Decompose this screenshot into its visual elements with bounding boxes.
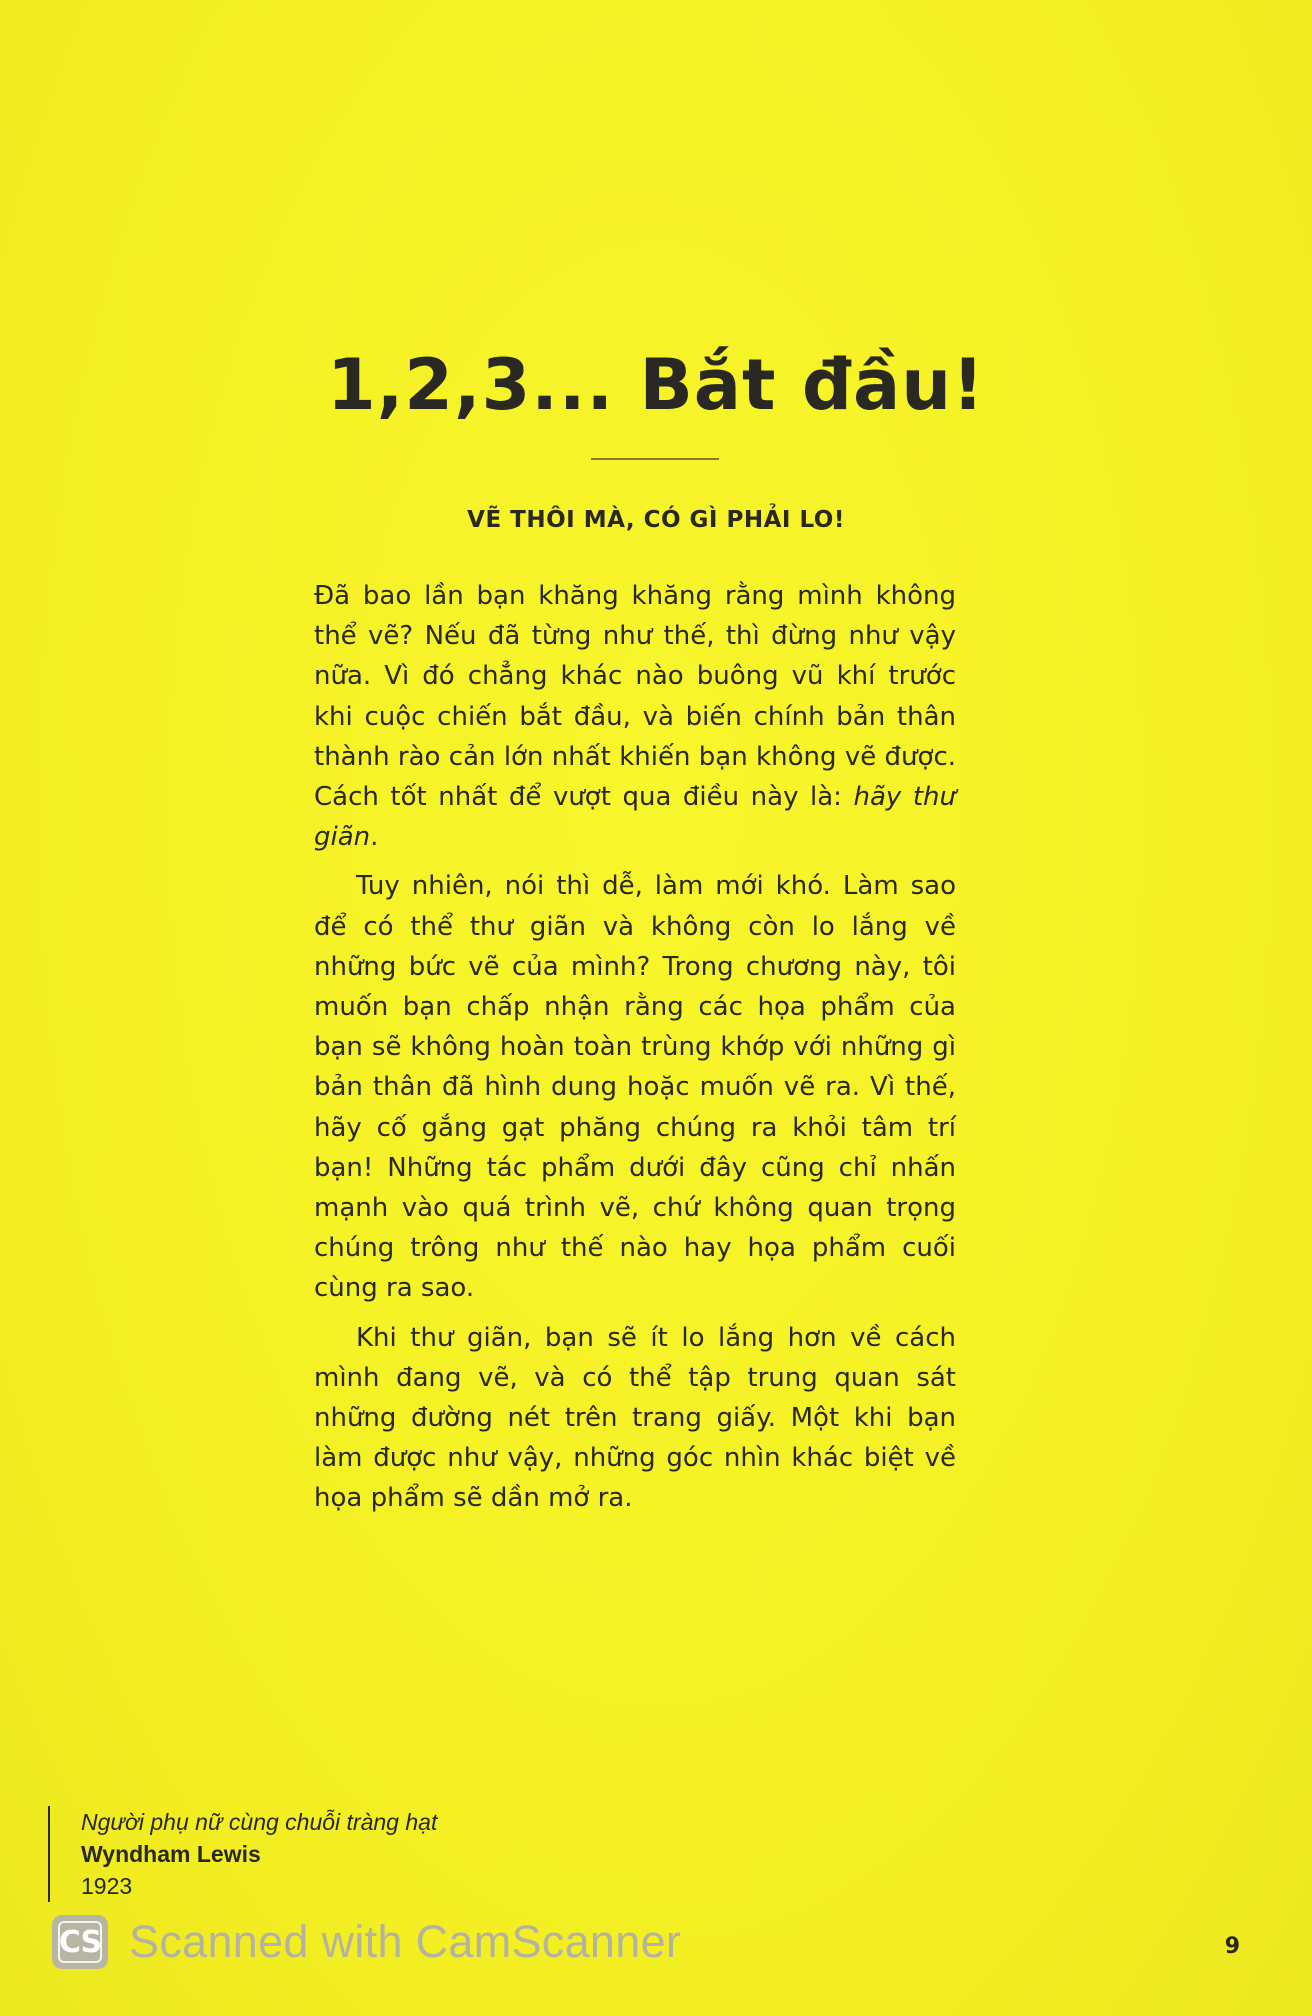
- paragraph-1-text: Đã bao lần bạn khăng khăng rằng mình không thể vẽ? Nếu đã từng như thế, thì đừng như vậy nữa. Vì đó chẳng khác nào buông vũ khí trước khi cuộc chiến bắt đầu, và biến chính bản thân thành rào cản lớn nhất khiến bạn không vẽ được. Cách tốt nhất để vượt qua điều này là:: [314, 581, 956, 813]
- watermark-text: Scanned with CamScanner: [129, 1916, 682, 1967]
- chapter-subtitle: VẼ THÔI MÀ, CÓ GÌ PHẢI LO!: [467, 507, 845, 533]
- paragraph-1-emphasis: hãy thư giãn: [314, 782, 956, 853]
- artwork-caption: [48, 1806, 437, 1902]
- paragraph-3: Khi thư giãn, bạn sẽ ít lo lắng hơn về cách mình đang vẽ, và có thể tập trung quan sát những đường nét trên trang giấy. Một khi bạn làm được như vậy, những góc nhìn khác biệt về họa phẩm sẽ dần mở ra.: [314, 1322, 956, 1514]
- page-number: 9: [1224, 1934, 1240, 1959]
- camscanner-logo-icon: CS: [52, 1915, 108, 1969]
- camscanner-watermark: [52, 1912, 681, 1972]
- paragraph-1-end: .: [370, 822, 379, 853]
- body-text: [314, 576, 956, 1528]
- artwork-title: Người phụ nữ cùng chuỗi tràng hạt: [81, 1809, 438, 1835]
- artwork-year: 1923: [81, 1873, 133, 1899]
- chapter-title: 1,2,3... Bắt đầu!: [327, 344, 985, 426]
- paragraph-2: Tuy nhiên, nói thì dễ, làm mới khó. Làm sao để có thể thư giãn và không còn lo lắng về những bức vẽ của mình? Trong chương này, tôi muốn bạn chấp nhận rằng các họa phẩm của bạn sẽ không hoàn toàn trùng khớp với những gì bản thân đã hình dung hoặc muốn vẽ ra. Vì thế, hãy cố gắng gạt phăng chúng ra khỏi tâm trí bạn! Những tác phẩm dưới đây cũng chỉ nhấn mạnh vào quá trình vẽ, chứ không quan trọng chúng trông như thế nào hay họa phẩm cuối cùng ra sao.: [314, 871, 956, 1304]
- title-divider: [591, 458, 719, 460]
- paragraph-1: [314, 576, 956, 857]
- artwork-artist: Wyndham Lewis: [81, 1841, 261, 1867]
